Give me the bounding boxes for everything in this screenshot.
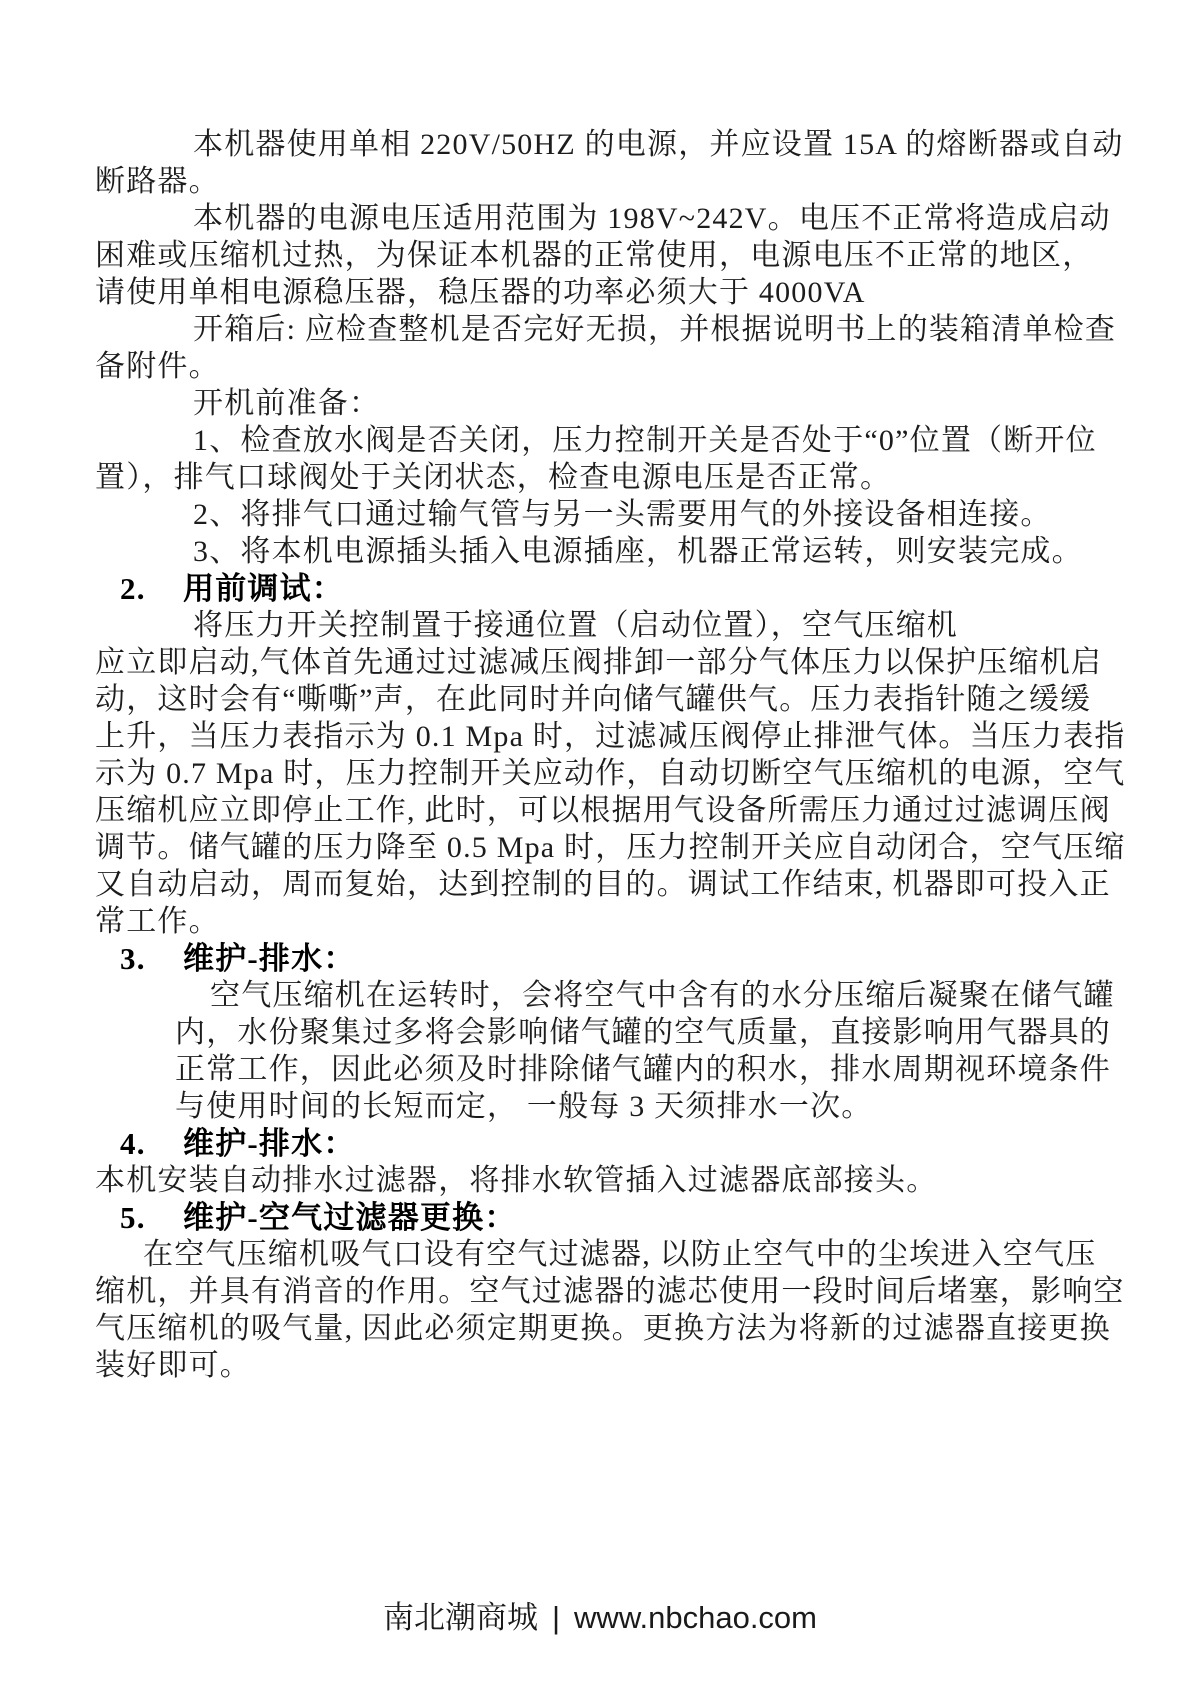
text-line: 本机器使用单相 220V/50HZ 的电源，并应设置 15A 的熔断器或自动 — [193, 128, 1124, 161]
footer-separator: | — [551, 1600, 561, 1635]
text-line: 备附件。 — [95, 350, 220, 383]
section-heading — [95, 940, 1105, 977]
text-line: 将压力开关控制置于接通位置（启动位置），空气压缩机 — [193, 609, 958, 642]
text-line: 常工作。 — [95, 905, 220, 938]
text-line: 压缩机应立即停止工作, 此时，可以根据用气设备所需压力通过过滤调压阀 — [95, 794, 1111, 827]
text-line: 又自动启动，周而复始，达到控制的目的。调试工作结束, 机器即可投入正 — [95, 868, 1111, 901]
text-line: 断路器。 — [95, 165, 220, 198]
manual-text-body — [95, 126, 1126, 1384]
text-line: 置），排气口球阀处于关闭状态，检查电源电压是否正常。 — [95, 461, 892, 494]
section-title: 用前调试： — [183, 571, 344, 606]
section-number: 4. — [120, 1126, 146, 1161]
text-line: 开机前准备： — [193, 387, 381, 420]
section-number: 5. — [120, 1200, 146, 1235]
text-line: 1、检查放水阀是否关闭，压力控制开关是否处于“0”位置（断开位 — [193, 424, 1097, 457]
text-line: 本机器的电源电压适用范围为 198V~242V。电压不正常将造成启动 — [193, 202, 1111, 235]
text-line: 上升，当压力表指示为 0.1 Mpa 时，过滤减压阀停止排泄气体。当压力表指 — [95, 720, 1126, 753]
text-line: 装好即可。 — [95, 1349, 251, 1382]
section-title: 维护-排水： — [183, 1126, 356, 1161]
text-line: 气压缩机的吸气量, 因此必须定期更换。更换方法为将新的过滤器直接更换 — [95, 1312, 1111, 1345]
text-line: 内，水份聚集过多将会影响储气罐的空气质量，直接影响用气器具的 — [175, 1016, 1111, 1049]
text-line: 正常工作，因此必须及时排除储气罐内的积水，排水周期视环境条件 — [175, 1053, 1111, 1086]
text-line: 开箱后: 应检查整机是否完好无损，并根据说明书上的装箱清单检查 — [193, 313, 1117, 346]
text-line: 与使用时间的长短而定， 一般每 3 天须排水一次。 — [175, 1090, 873, 1123]
text-line: 调节。储气罐的压力降至 0.5 Mpa 时，压力控制开关应自动闭合，空气压缩 — [95, 831, 1126, 864]
text-line: 请使用单相电源稳压器，稳压器的功率必须大于 4000VA — [95, 276, 866, 309]
text-line: 应立即启动,气体首先通过过滤减压阀排卸一部分气体压力以保护压缩机启 — [95, 646, 1103, 679]
section-heading — [95, 570, 1105, 607]
footer-site-name: 南北潮商城 — [382, 1600, 538, 1635]
text-line: 在空气压缩机吸气口设有空气过滤器, 以防止空气中的尘埃进入空气压 — [143, 1238, 1097, 1271]
section-title: 维护-排水： — [183, 941, 356, 976]
text-line: 缩机，并具有消音的作用。空气过滤器的滤芯使用一段时间后堵塞，影响空 — [95, 1275, 1125, 1308]
section-heading — [95, 1199, 1105, 1236]
page-footer — [0, 1596, 1200, 1640]
text-line: 2、将排气口通过输气管与另一头需要用气的外接设备相连接。 — [193, 498, 1052, 531]
section-number: 2. — [120, 571, 146, 606]
section-title: 维护-空气过滤器更换： — [183, 1200, 517, 1235]
text-line: 动，这时会有“嘶嘶”声，在此同时并向储气罐供气。压力表指针随之缓缓 — [95, 683, 1092, 716]
text-line: 空气压缩机在运转时，会将空气中含有的水分压缩后凝聚在储气罐 — [210, 979, 1115, 1012]
text-line: 本机安装自动排水过滤器，将排水软管插入过滤器底部接头。 — [95, 1164, 938, 1197]
text-line: 示为 0.7 Mpa 时，压力控制开关应动作，自动切断空气压缩机的电源，空气 — [95, 757, 1126, 790]
text-line: 3、将本机电源插头插入电源插座，机器正常运转，则安装完成。 — [193, 535, 1083, 568]
text-line: 困难或压缩机过热，为保证本机器的正常使用，电源电压不正常的地区， — [95, 239, 1094, 272]
section-heading — [95, 1125, 1105, 1162]
section-number: 3. — [120, 941, 146, 976]
footer-url: www.nbchao.com — [574, 1600, 817, 1635]
